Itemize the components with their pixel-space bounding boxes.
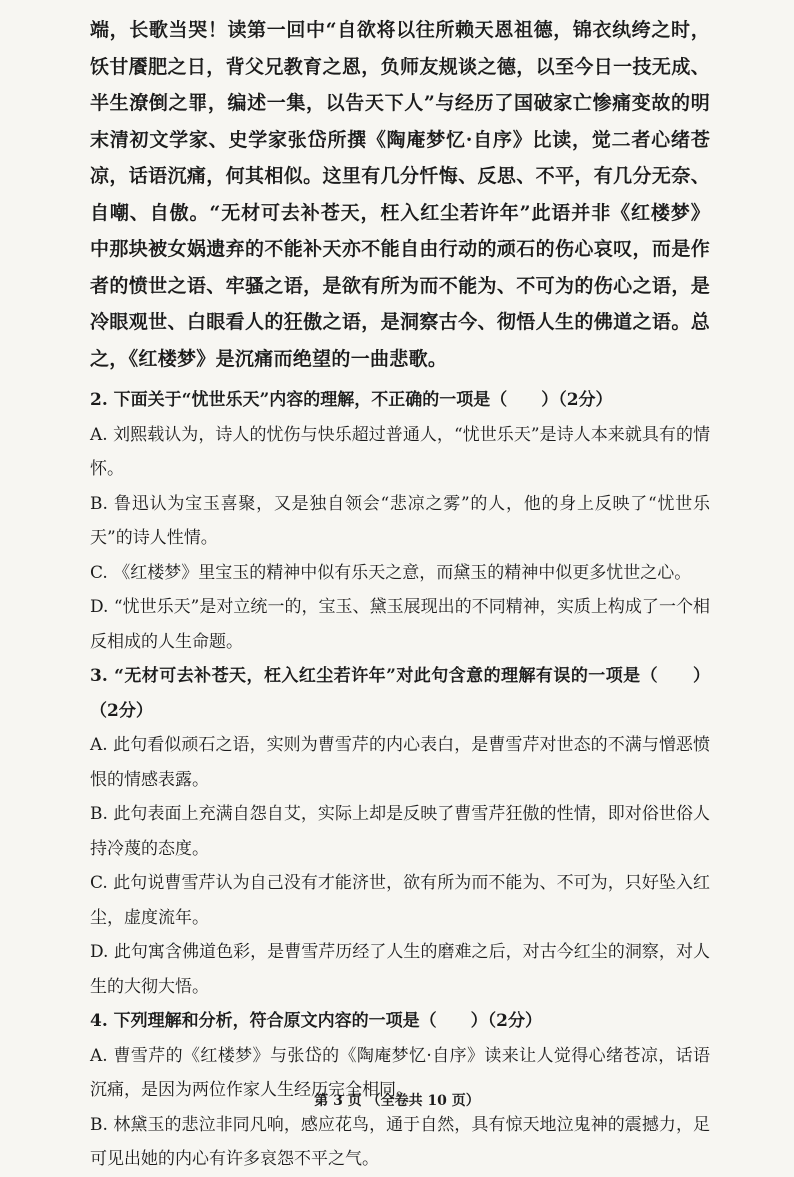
question-2 xyxy=(90,383,710,659)
option-d: D. 此句寓含佛道色彩，是曹雪芹历经了人生的磨难之后，对古今红尘的洞察，对人生的大彻大悟。 xyxy=(90,942,710,997)
question-list xyxy=(90,383,710,1177)
option-b: B. 林黛玉的悲泣非同凡响，感应花鸟，通于自然，具有惊天地泣鬼神的震撼力，足可见出她的内心有许多哀怨不平之气。 xyxy=(90,1114,710,1169)
option-a: A. 此句看似顽石之语，实则为曹雪芹的内心表白，是曹雪芹对世态的不满与憎恶愤恨的情感表露。 xyxy=(90,735,710,790)
option-b: B. 此句表面上充满自怨自艾，实际上却是反映了曹雪芹狂傲的性情，即对俗世俗人持冷蔑的态度。 xyxy=(90,804,710,859)
option-a: A. 刘熙载认为，诗人的忧伤与快乐超过普通人，“忧世乐天”是诗人本来就具有的情怀。 xyxy=(90,424,710,479)
passage-paragraph: 端，长歌当哭！读第一回中“自欲将以往所赖天恩祖德，锦衣纨绔之时，饫甘餍肥之日，背父兄教育之恩，负师友规谈之德，以至今日一技无成、半生潦倒之罪，编述一集，以告天下人”与经历了国破家亡惨痛变故的明末清初文学家、史学家张岱所撰《陶庵梦忆·自序》比读，觉二者心绪苍凉，话语沉痛，何其相似。这里有几分忏悔、反思、不平，有几分无奈、自嘲、自傲。“无材可去补苍天，枉入红尘若许年”此语并非《红楼梦》中那块被女娲遗弃的不能补天亦不能自由行动的顽石的伤心哀叹，而是作者的愤世之语、牢骚之语，是欲有所为而不能为、不可为的伤心之语，是冷眼观世、白眼看人的狂傲之语，是洞察古今、彻悟人生的佛道之语。总之，《红楼梦》是沉痛而绝望的一曲悲歌。 xyxy=(90,19,710,370)
question-stem: 3. “无材可去补苍天，枉入红尘若许年”对此句含意的理解有误的一项是（ ）（2分） xyxy=(90,666,710,721)
reading-passage xyxy=(90,12,710,377)
question-stem: 2. 下面关于“忧世乐天”内容的理解，不正确的一项是（ ）（2分） xyxy=(90,390,613,410)
option-c: C. 此句说曹雪芹认为自己没有才能济世，欲有所为而不能为、不可为，只好坠入红尘，虚度流年。 xyxy=(90,873,710,928)
page-footer: 第 3 页 （全卷共 10 页） xyxy=(314,1093,480,1109)
option-d: D. “忧世乐天”是对立统一的，宝玉、黛玉展现出的不同精神，实质上构成了一个相反相成的人生命题。 xyxy=(90,597,710,652)
page-content xyxy=(90,12,710,1177)
question-stem: 4. 下列理解和分析，符合原文内容的一项是（ ）（2分） xyxy=(90,1011,542,1031)
option-c: C. 《红楼梦》里宝玉的精神中似有乐天之意，而黛玉的精神中似更多忧世之心。 xyxy=(90,562,692,583)
option-b: B. 鲁迅认为宝玉喜聚，又是独自领会“悲凉之雾”的人，他的身上反映了“忧世乐天”的诗人性情。 xyxy=(90,493,710,548)
option-a: A. 曹雪芹的《红楼梦》与张岱的《陶庵梦忆·自序》读来让人觉得心绪苍凉，话语沉痛，是因为两位作家人生经历完全相同。 xyxy=(90,1045,710,1100)
question-3 xyxy=(90,659,710,1004)
